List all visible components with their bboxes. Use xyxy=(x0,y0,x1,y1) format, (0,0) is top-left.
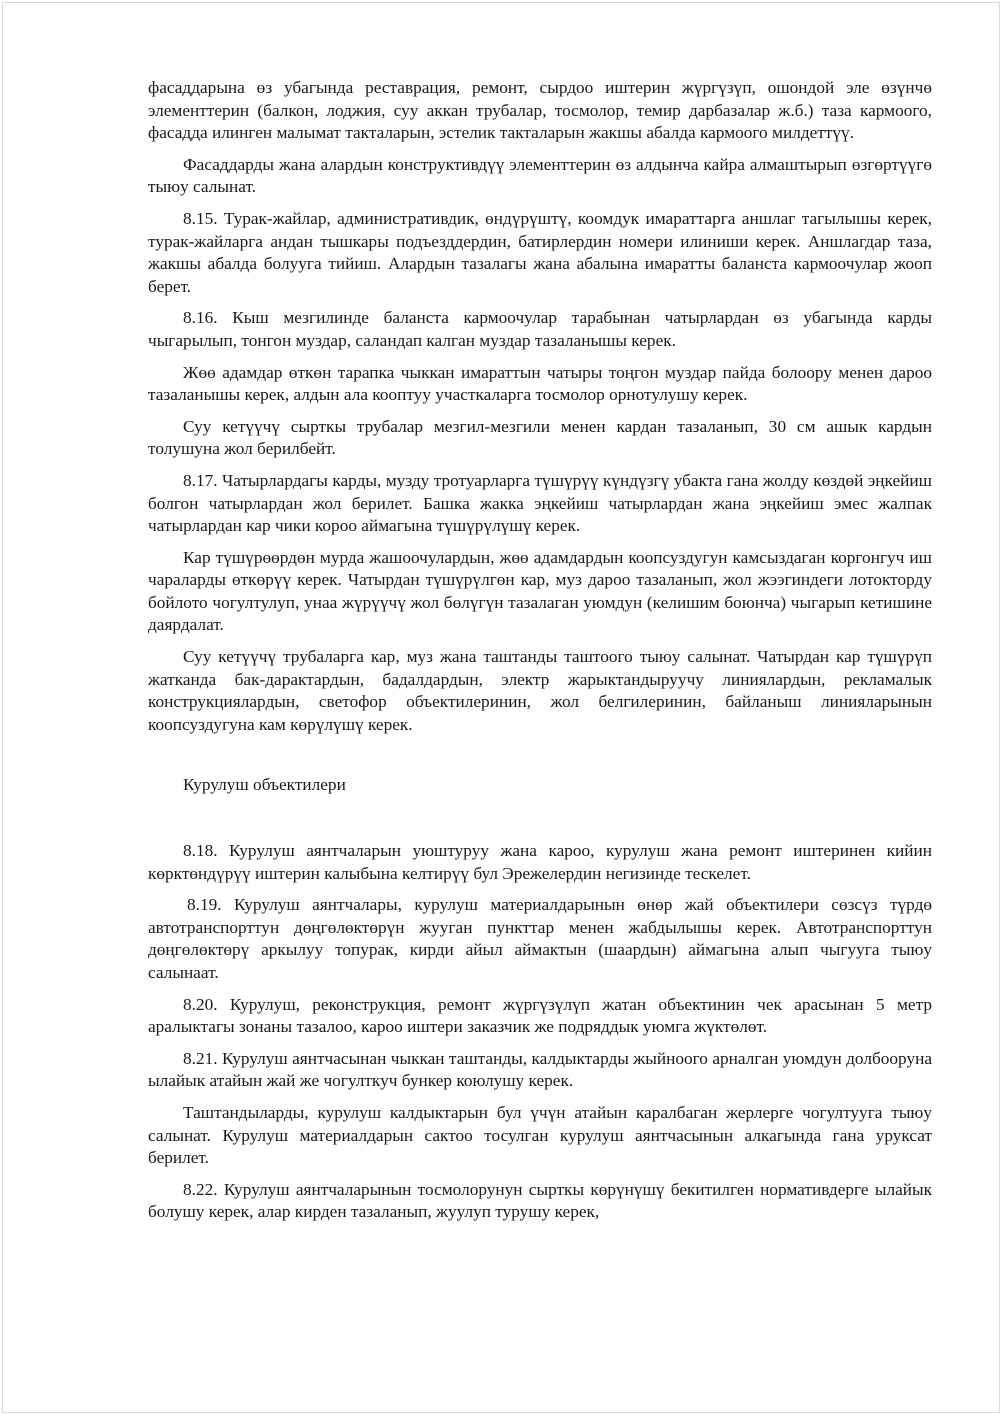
paragraph-8-18: 8.18. Курулуш аянтчаларын уюштуруу жана кароо, курулуш жана ремонт иштеринен кийин көрктөндүрүү иштерин калыбына келтирүү бул Эрежелердин негизинде тескелет. xyxy=(148,841,932,883)
paragraph-8-21: 8.21. Курулуш аянтчасынан чыккан таштанды, калдыктарды жыйноого арналган уюмдун долбооруна ылайык атайын жай же чогулткуч бункер коюлушу керек. xyxy=(148,1048,932,1091)
paragraph-8-20: 8.20. Курулуш, реконструкция, ремонт жүргүзүлүп жатан объектинин чек арасынан 5 метр аралыктагы зонаны тазалоо, кароо иштери заказчик же подряддык уюмга жүктөлөт. xyxy=(148,994,932,1037)
document-body xyxy=(148,77,932,1233)
paragraph-8-15: 8.15. Турак-жайлар, административдик, өндүрүштү, коомдук имараттарга аншлаг тагылышы керек, турак-жайларга андан тышкары подъезддердин, батирлердин номери илиниши керек. Аншлагдар таза, жакшы абалда болууга тийиш. Алардын тазалагы жана абалына имаратты баланста кармоочулар жооп берет. xyxy=(148,208,932,296)
section-heading: Курулуш объектилери xyxy=(183,775,346,795)
paragraph-drain-pipes: Суу кетүүчү сырткы трубалар мезгил-мезгили менен кардан тазаланып, 30 см ашык кардын толушуна жол берилбейт. xyxy=(148,416,932,459)
paragraph-8-16: 8.16. Кыш мезгилинде баланста кармоочулар тарабынан чатырлардан өз убагында карды чыгарылып, тонгон муздар, саландап калган муздар тазаланышы керек. xyxy=(148,308,932,350)
paragraph-waste-prohibition: Таштандыларды, курулуш калдыктарын бул үчүн атайын каралбаган жерлерге чогултууга тыюу салынат. Курулуш материалдарын сактоо тосулган курулуш аянтчасынын алкагында гана уруксат берилет. xyxy=(148,1102,932,1168)
paragraph-8-19: 8.19. Курулуш аянтчалары, курулуш материалдарынын өнөр жай объектилери сөзсүз түрдө автотранспорттун дөңгөлөктөрүн жууган пункттар менен жабдылышы керек. Автотранспорттун дөңгөлөктөрү аркылуу топурак, кирди айыл аймактын (шаардын) аймагына алып чыгууга тыюу салынаат. xyxy=(148,895,932,982)
paragraph-facade-prohibition: Фасаддарды жана алардын конструктивдүү элементтерин өз алдынча кайра алмаштырып өзгөртүүгө тыюу салынат. xyxy=(148,154,932,197)
paragraph-facade-maintenance: фасаддарына өз убагында реставрация, ремонт, сырдоо иштерин жүргүзүп, ошондой эле өзүнчө элементтерин (балкон, лоджия, суу аккан трубалар, тосмолор, темир дарбазалар ж.б.) таза кармоого, фасадда илинген малымат такталарын, эстелик такталарын жакшы абалда кармоого милдеттүү. xyxy=(148,78,932,143)
document-page xyxy=(2,2,1000,1413)
paragraph-roof-ice: Жөө адамдар өткөн тарапка чыккан имараттын чатыры тоңгон муздар пайда болоору менен дароо тазаланышы керек, алдын ала кооптуу участкаларга тосмолор орнотулушу керек. xyxy=(148,362,932,405)
paragraph-8-17: 8.17. Чатырлардагы карды, музду тротуарларга түшүрүү күндүзгү убакта гана жолду көздөй эңкейиш болгон чатырлардан жол берилет. Башка жакка эңкейиш чатырлардан жана эңкейиш эмес жалпак чатырлардан кар чики короо аймагына түшүрүлүшү керек. xyxy=(148,470,932,536)
paragraph-snow-removal-safety: Кар түшүрөөрдөн мурда жашоочулардын, жөө адамдардын коопсуздугун камсыздаган коргонгуч иш чараларды өткөрүү керек. Чатырдан түшүрүлгөн кар, муз дароо тазаланып, жол жээгиндеги лотокторду бойлото чогултулуп, унаа жүрүүчү жол бөлүгүн тазалаган уюмдун (келишим боюнча) чыгарып кетишине даярдалат. xyxy=(148,547,932,635)
paragraph-8-22: 8.22. Курулуш аянтчаларынын тосмолорунун сырткы көрүнүшү бекитилген нормативдерге ылайык болушу керек, алар кирден тазаланып, жуулуп турушу керек, xyxy=(148,1179,932,1222)
paragraph-drain-pipe-prohibition: Суу кетүүчү трубаларга кар, муз жана таштанды таштоого тыюу салынат. Чатырдан кар түшүрүп жатканда бак-дарактардын, бадалдардын, электр жарыктандыруучу линиялардын, рекламалык конструкциялардын, светофор объектилеринин, жол белгилеринин, байланыш линияларынын коопсуздугуна кам көрүлүшү керек. xyxy=(148,647,932,734)
